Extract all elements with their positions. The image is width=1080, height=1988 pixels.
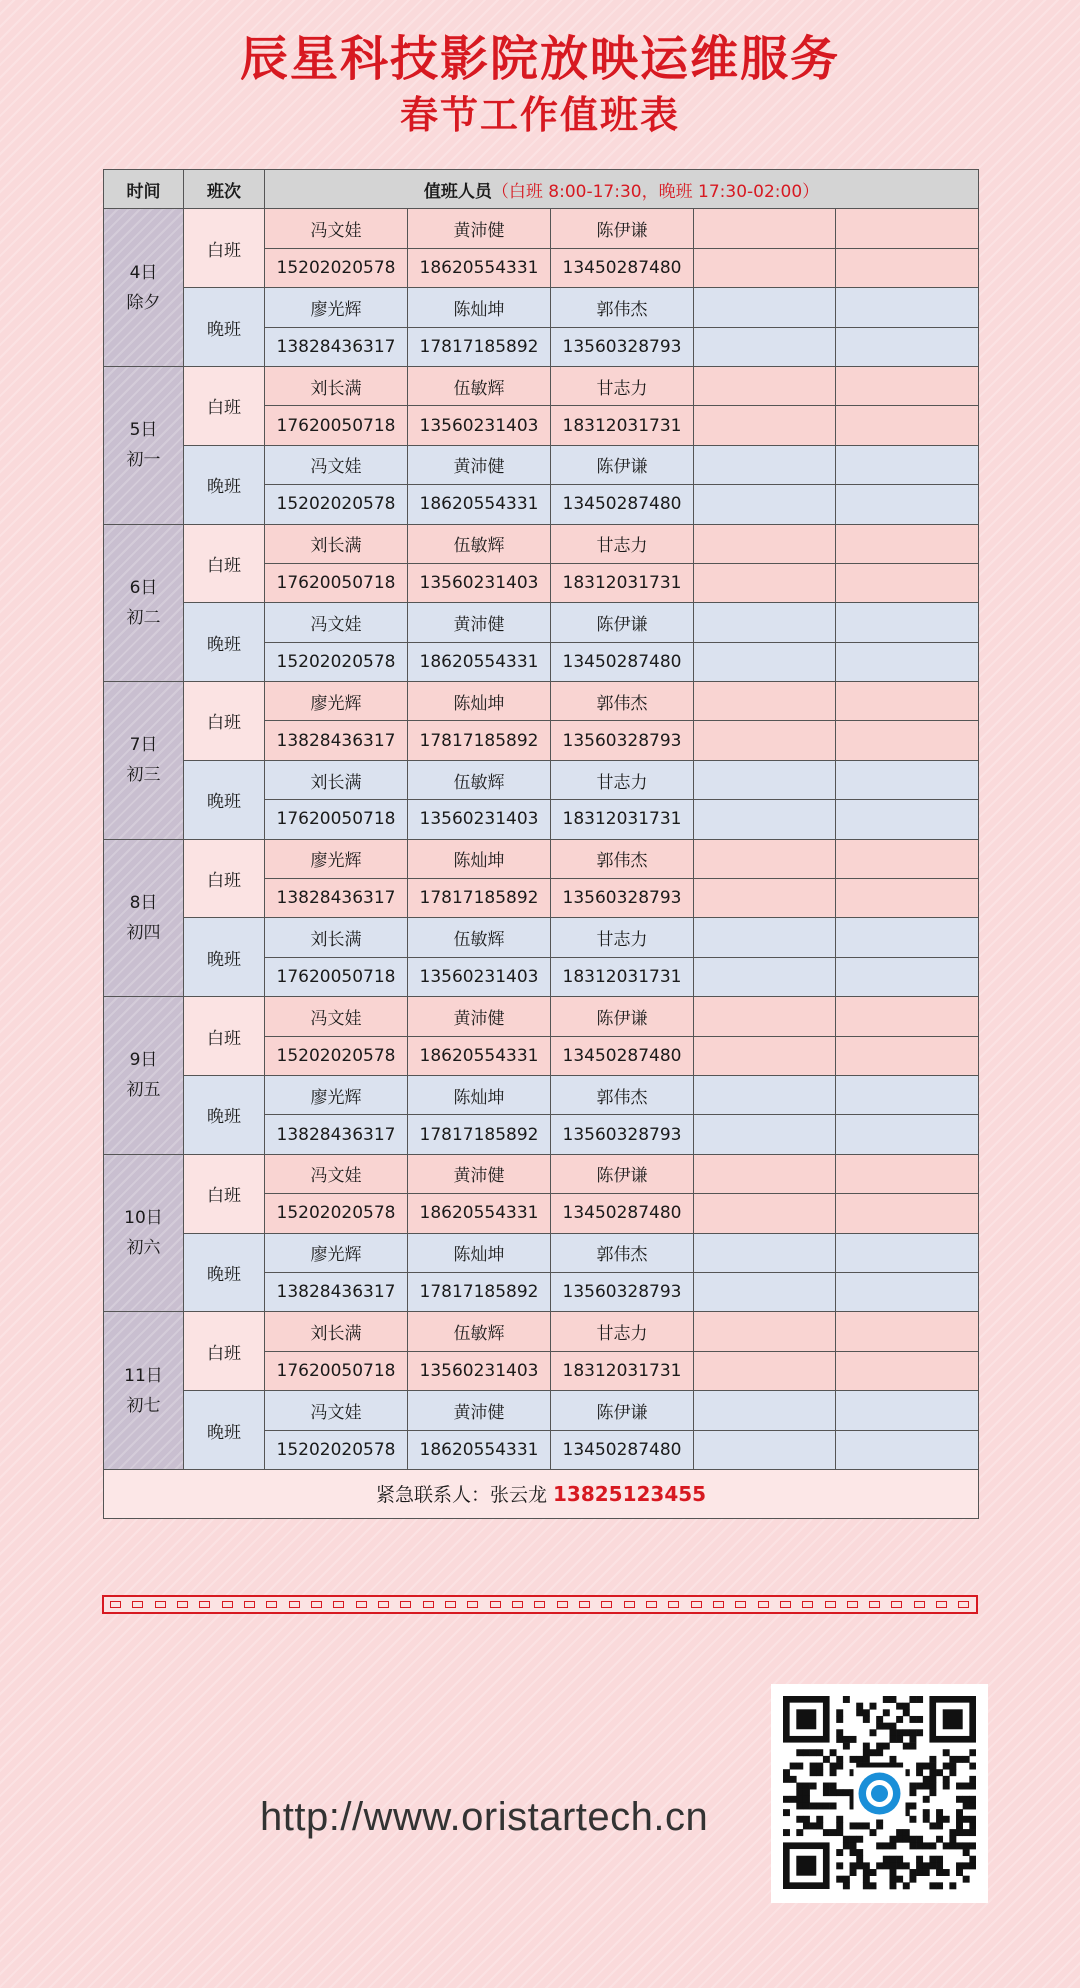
emergency-label: 紧急联系人：张云龙 — [375, 1484, 547, 1507]
empty-cell — [694, 1391, 836, 1430]
staff-phone: 17817185892 — [408, 879, 551, 918]
staff-phone: 13560231403 — [408, 800, 551, 839]
lunar-date-label: 初一 — [126, 450, 161, 471]
staff-name: 陈灿坤 — [408, 682, 551, 721]
strip-square — [758, 1601, 769, 1608]
staff-name: 廖光辉 — [265, 1233, 408, 1272]
staff-name: 刘长满 — [265, 366, 408, 405]
strip-square — [579, 1601, 590, 1608]
staff-name: 郭伟杰 — [551, 288, 694, 327]
emergency-phone: 13825123455 — [553, 1482, 707, 1507]
shift-label: 晚班 — [184, 603, 265, 682]
strip-square — [825, 1601, 836, 1608]
table-row — [104, 839, 979, 878]
qr-code — [771, 1684, 988, 1903]
staff-name: 陈伊谦 — [551, 997, 694, 1036]
staff-phone: 18620554331 — [408, 1430, 551, 1469]
staff-name: 冯文娃 — [265, 603, 408, 642]
empty-cell — [694, 879, 836, 918]
strip-square — [891, 1601, 902, 1608]
decorative-border-strip — [102, 1595, 978, 1614]
staff-phone: 13450287480 — [551, 642, 694, 681]
strip-square — [222, 1601, 233, 1608]
strip-square — [177, 1601, 188, 1608]
empty-cell — [836, 248, 979, 287]
lunar-date-label: 初五 — [126, 1080, 161, 1101]
empty-cell — [836, 721, 979, 760]
website-url: http://www.oristartech.cn — [260, 1795, 709, 1839]
empty-cell — [836, 288, 979, 327]
empty-cell — [836, 800, 979, 839]
date-cell — [104, 1154, 184, 1312]
staff-name: 黄沛健 — [408, 603, 551, 642]
staff-phone: 15202020578 — [265, 1194, 408, 1233]
table-row — [104, 524, 979, 563]
date-cell — [104, 839, 184, 997]
strip-square — [512, 1601, 523, 1608]
staff-name: 陈灿坤 — [408, 839, 551, 878]
staff-name: 甘志力 — [551, 918, 694, 957]
strip-square — [914, 1601, 925, 1608]
staff-name: 甘志力 — [551, 524, 694, 563]
empty-cell — [836, 997, 979, 1036]
table-row — [104, 1233, 979, 1272]
date-label: 6日 — [129, 577, 158, 598]
table-row — [104, 1391, 979, 1430]
strip-square — [266, 1601, 277, 1608]
staff-name: 甘志力 — [551, 1312, 694, 1351]
staff-name: 陈灿坤 — [408, 288, 551, 327]
date-label: 8日 — [129, 892, 158, 913]
staff-name: 刘长满 — [265, 524, 408, 563]
strip-square — [713, 1601, 724, 1608]
staff-phone: 13450287480 — [551, 1430, 694, 1469]
date-label: 4日 — [129, 262, 158, 283]
empty-cell — [694, 1075, 836, 1114]
empty-cell — [836, 524, 979, 563]
empty-cell — [836, 406, 979, 445]
date-label: 10日 — [124, 1208, 163, 1229]
date-cell — [104, 1312, 184, 1470]
staff-phone: 13828436317 — [265, 879, 408, 918]
shift-label: 白班 — [184, 524, 265, 603]
staff-phone: 17817185892 — [408, 1272, 551, 1311]
empty-cell — [694, 209, 836, 248]
empty-cell — [694, 721, 836, 760]
empty-cell — [836, 682, 979, 721]
staff-name: 冯文娃 — [265, 209, 408, 248]
staff-phone: 13450287480 — [551, 1194, 694, 1233]
empty-cell — [694, 1036, 836, 1075]
empty-cell — [694, 997, 836, 1036]
table-row — [104, 366, 979, 405]
empty-cell — [836, 1194, 979, 1233]
empty-cell — [836, 1312, 979, 1351]
empty-cell — [836, 1075, 979, 1114]
header-staff-label: 值班人员 — [423, 181, 492, 202]
empty-cell — [836, 327, 979, 366]
strip-square — [601, 1601, 612, 1608]
empty-cell — [694, 563, 836, 602]
strip-square — [356, 1601, 367, 1608]
strip-square — [244, 1601, 255, 1608]
table-row — [104, 288, 979, 327]
strip-square — [467, 1601, 478, 1608]
empty-cell — [836, 1272, 979, 1311]
staff-phone: 18312031731 — [551, 957, 694, 996]
empty-cell — [836, 485, 979, 524]
shift-label: 晚班 — [184, 1233, 265, 1312]
staff-name: 陈伊谦 — [551, 209, 694, 248]
staff-name: 黄沛健 — [408, 997, 551, 1036]
strip-square — [400, 1601, 411, 1608]
table-row — [104, 1075, 979, 1114]
empty-cell — [836, 1391, 979, 1430]
empty-cell — [694, 1272, 836, 1311]
empty-cell — [836, 1154, 979, 1193]
empty-cell — [836, 366, 979, 405]
staff-phone: 13560231403 — [408, 563, 551, 602]
strip-square — [490, 1601, 501, 1608]
strip-square — [691, 1601, 702, 1608]
staff-phone: 17817185892 — [408, 1115, 551, 1154]
strip-square — [557, 1601, 568, 1608]
header-staff — [265, 170, 979, 209]
strip-square — [735, 1601, 746, 1608]
table-row — [104, 997, 979, 1036]
staff-name: 甘志力 — [551, 760, 694, 799]
staff-phone: 13828436317 — [265, 721, 408, 760]
date-cell — [104, 997, 184, 1155]
staff-name: 黄沛健 — [408, 1154, 551, 1193]
empty-cell — [836, 445, 979, 484]
staff-phone: 18620554331 — [408, 642, 551, 681]
date-cell — [104, 209, 184, 367]
shift-label: 晚班 — [184, 760, 265, 839]
strip-square — [936, 1601, 947, 1608]
strip-square — [132, 1601, 143, 1608]
strip-square — [289, 1601, 300, 1608]
empty-cell — [836, 1115, 979, 1154]
empty-cell — [694, 800, 836, 839]
shift-label: 晚班 — [184, 918, 265, 997]
staff-phone: 13450287480 — [551, 1036, 694, 1075]
staff-phone: 18312031731 — [551, 1351, 694, 1390]
date-label: 5日 — [129, 420, 158, 441]
staff-phone: 15202020578 — [265, 1036, 408, 1075]
staff-name: 伍敏辉 — [408, 760, 551, 799]
staff-name: 陈灿坤 — [408, 1075, 551, 1114]
empty-cell — [836, 1036, 979, 1075]
empty-cell — [694, 760, 836, 799]
empty-cell — [694, 366, 836, 405]
staff-phone: 17817185892 — [408, 327, 551, 366]
strip-square — [847, 1601, 858, 1608]
staff-phone: 13560328793 — [551, 879, 694, 918]
table-row — [104, 682, 979, 721]
empty-cell — [694, 603, 836, 642]
strip-square — [445, 1601, 456, 1608]
strip-square — [423, 1601, 434, 1608]
staff-name: 冯文娃 — [265, 1391, 408, 1430]
lunar-date-label: 初二 — [126, 607, 161, 628]
shift-label: 晚班 — [184, 1391, 265, 1470]
staff-phone: 18312031731 — [551, 406, 694, 445]
date-label: 11日 — [124, 1365, 163, 1386]
staff-phone: 17620050718 — [265, 1351, 408, 1390]
empty-cell — [836, 839, 979, 878]
empty-cell — [836, 209, 979, 248]
staff-phone: 15202020578 — [265, 248, 408, 287]
shift-label: 白班 — [184, 997, 265, 1076]
table-row — [104, 209, 979, 248]
shift-label: 晚班 — [184, 445, 265, 524]
emergency-contact — [104, 1469, 979, 1518]
page-subtitle: 春节工作值班表 — [399, 93, 680, 137]
strip-square — [646, 1601, 657, 1608]
staff-phone: 17620050718 — [265, 957, 408, 996]
staff-name: 陈伊谦 — [551, 445, 694, 484]
date-label: 9日 — [129, 1050, 158, 1071]
strip-square — [155, 1601, 166, 1608]
staff-phone: 13560328793 — [551, 721, 694, 760]
staff-phone: 17620050718 — [265, 563, 408, 602]
empty-cell — [836, 1430, 979, 1469]
strip-square — [311, 1601, 322, 1608]
page-title: 辰星科技影院放映运维服务 — [239, 31, 840, 87]
header-shift: 班次 — [184, 170, 265, 209]
empty-cell — [836, 1233, 979, 1272]
empty-cell — [694, 1194, 836, 1233]
empty-cell — [836, 760, 979, 799]
staff-name: 冯文娃 — [265, 1154, 408, 1193]
lunar-date-label: 初四 — [126, 922, 161, 943]
qr-code-icon — [783, 1696, 976, 1891]
empty-cell — [694, 1233, 836, 1272]
staff-name: 郭伟杰 — [551, 1233, 694, 1272]
empty-cell — [694, 485, 836, 524]
empty-cell — [694, 406, 836, 445]
staff-name: 冯文娃 — [265, 997, 408, 1036]
strip-square — [534, 1601, 545, 1608]
strip-square — [780, 1601, 791, 1608]
lunar-date-label: 初七 — [126, 1395, 161, 1416]
date-label: 7日 — [129, 735, 158, 756]
empty-cell — [694, 918, 836, 957]
staff-name: 郭伟杰 — [551, 682, 694, 721]
header-time: 时间 — [104, 170, 184, 209]
shift-label: 白班 — [184, 1154, 265, 1233]
staff-phone: 13450287480 — [551, 485, 694, 524]
staff-name: 陈伊谦 — [551, 1154, 694, 1193]
empty-cell — [836, 603, 979, 642]
shift-label: 白班 — [184, 682, 265, 761]
staff-name: 刘长满 — [265, 918, 408, 957]
shift-label: 晚班 — [184, 288, 265, 367]
strip-square — [802, 1601, 813, 1608]
staff-phone: 13828436317 — [265, 327, 408, 366]
empty-cell — [694, 248, 836, 287]
staff-name: 陈伊谦 — [551, 1391, 694, 1430]
staff-name: 廖光辉 — [265, 682, 408, 721]
staff-name: 刘长满 — [265, 1312, 408, 1351]
staff-name: 郭伟杰 — [551, 1075, 694, 1114]
empty-cell — [836, 918, 979, 957]
strip-square — [869, 1601, 880, 1608]
emergency-row — [104, 1469, 979, 1518]
staff-phone: 18620554331 — [408, 1194, 551, 1233]
empty-cell — [694, 682, 836, 721]
empty-cell — [694, 1154, 836, 1193]
staff-name: 郭伟杰 — [551, 839, 694, 878]
shift-label: 晚班 — [184, 1075, 265, 1154]
staff-phone: 13560328793 — [551, 1272, 694, 1311]
staff-name: 黄沛健 — [408, 209, 551, 248]
staff-phone: 15202020578 — [265, 1430, 408, 1469]
empty-cell — [836, 879, 979, 918]
staff-phone: 13450287480 — [551, 248, 694, 287]
strip-square — [668, 1601, 679, 1608]
strip-square — [110, 1601, 121, 1608]
staff-name: 伍敏辉 — [408, 1312, 551, 1351]
empty-cell — [694, 524, 836, 563]
staff-phone: 15202020578 — [265, 642, 408, 681]
staff-name: 陈伊谦 — [551, 603, 694, 642]
staff-name: 伍敏辉 — [408, 366, 551, 405]
table-row — [104, 603, 979, 642]
shift-label: 白班 — [184, 209, 265, 288]
staff-name: 甘志力 — [551, 366, 694, 405]
lunar-date-label: 除夕 — [126, 292, 161, 313]
strip-square — [333, 1601, 344, 1608]
staff-phone: 18620554331 — [408, 248, 551, 287]
staff-name: 黄沛健 — [408, 445, 551, 484]
empty-cell — [694, 445, 836, 484]
table-row — [104, 445, 979, 484]
staff-phone: 13560231403 — [408, 406, 551, 445]
staff-phone: 17817185892 — [408, 721, 551, 760]
staff-phone: 18620554331 — [408, 485, 551, 524]
staff-name: 伍敏辉 — [408, 524, 551, 563]
lunar-date-label: 初六 — [126, 1238, 161, 1259]
staff-phone: 13560328793 — [551, 1115, 694, 1154]
empty-cell — [694, 1430, 836, 1469]
staff-name: 廖光辉 — [265, 1075, 408, 1114]
staff-name: 黄沛健 — [408, 1391, 551, 1430]
empty-cell — [694, 327, 836, 366]
duty-table — [103, 169, 979, 1519]
empty-cell — [836, 642, 979, 681]
staff-phone: 13560328793 — [551, 327, 694, 366]
staff-name: 廖光辉 — [265, 839, 408, 878]
strip-square — [199, 1601, 210, 1608]
staff-phone: 17620050718 — [265, 800, 408, 839]
date-cell — [104, 524, 184, 682]
table-header-row — [104, 170, 979, 209]
staff-name: 冯文娃 — [265, 445, 408, 484]
header-staff-hours: （白班 8:00-17:30，晚班 17:30-02:00） — [491, 181, 820, 202]
empty-cell — [694, 1312, 836, 1351]
staff-name: 伍敏辉 — [408, 918, 551, 957]
strip-square — [624, 1601, 635, 1608]
staff-phone: 13828436317 — [265, 1115, 408, 1154]
empty-cell — [694, 642, 836, 681]
table-row — [104, 1312, 979, 1351]
empty-cell — [694, 1351, 836, 1390]
lunar-date-label: 初三 — [126, 765, 161, 786]
staff-phone: 15202020578 — [265, 485, 408, 524]
empty-cell — [694, 288, 836, 327]
empty-cell — [836, 563, 979, 602]
staff-name: 陈灿坤 — [408, 1233, 551, 1272]
table-row — [104, 760, 979, 799]
staff-name: 廖光辉 — [265, 288, 408, 327]
empty-cell — [836, 957, 979, 996]
table-row — [104, 918, 979, 957]
staff-phone: 18312031731 — [551, 800, 694, 839]
date-cell — [104, 682, 184, 840]
strip-square — [378, 1601, 389, 1608]
strip-square — [958, 1601, 969, 1608]
shift-label: 白班 — [184, 839, 265, 918]
staff-phone: 13560231403 — [408, 957, 551, 996]
staff-phone: 13560231403 — [408, 1351, 551, 1390]
empty-cell — [694, 839, 836, 878]
staff-phone: 13828436317 — [265, 1272, 408, 1311]
staff-phone: 18620554331 — [408, 1036, 551, 1075]
empty-cell — [694, 957, 836, 996]
shift-label: 白班 — [184, 1312, 265, 1391]
shift-label: 白班 — [184, 366, 265, 445]
empty-cell — [694, 1115, 836, 1154]
empty-cell — [836, 1351, 979, 1390]
staff-phone: 17620050718 — [265, 406, 408, 445]
table-row — [104, 1154, 979, 1193]
staff-phone: 18312031731 — [551, 563, 694, 602]
staff-name: 刘长满 — [265, 760, 408, 799]
date-cell — [104, 366, 184, 524]
